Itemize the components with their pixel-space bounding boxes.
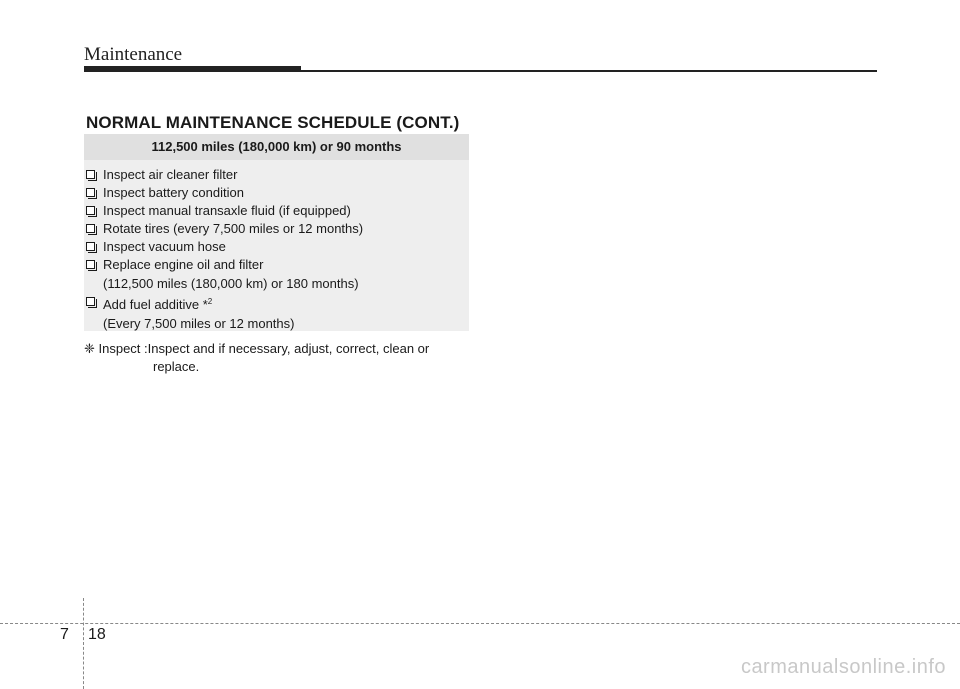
checkbox-icon: [86, 260, 95, 269]
page-number: 18: [88, 626, 106, 643]
schedule-item-text: Inspect air cleaner filter: [103, 167, 238, 182]
schedule-item: [86, 202, 469, 220]
footnote: [84, 340, 469, 376]
schedule-item-text: Inspect battery condition: [103, 185, 244, 200]
section-title: NORMAL MAINTENANCE SCHEDULE (CONT.): [86, 113, 460, 132]
schedule-item-text: Rotate tires (every 7,500 miles or 12 months): [103, 221, 364, 236]
footer-divider: [0, 623, 960, 624]
schedule-list: [84, 160, 469, 333]
schedule-item: [86, 220, 469, 238]
schedule-item: [86, 293, 469, 333]
schedule-interval-header: 112,500 miles (180,000 km) or 90 months: [84, 134, 469, 160]
schedule-item-text: Add fuel additive *: [103, 297, 208, 312]
schedule-box: [84, 134, 469, 331]
checkbox-icon: [86, 242, 95, 251]
watermark: carmanualsonline.info: [740, 656, 946, 678]
schedule-item-text: Inspect manual transaxle fluid (if equipped): [103, 203, 351, 218]
checkbox-icon: [86, 206, 95, 215]
checkbox-icon: [86, 170, 95, 179]
schedule-item: [86, 166, 469, 184]
schedule-item-note: (112,500 miles (180,000 km) or 180 months): [103, 276, 359, 291]
schedule-item: [86, 184, 469, 202]
schedule-item: [86, 256, 469, 293]
footer-vertical-divider: [83, 598, 84, 689]
checkbox-icon: [86, 188, 95, 197]
footnote-text: Inspect and if necessary, adjust, correct, clean or: [147, 341, 430, 356]
checkbox-icon: [86, 224, 95, 233]
schedule-item: [86, 238, 469, 256]
schedule-item-text: Inspect vacuum hose: [103, 239, 226, 254]
footnote-continuation: replace.: [153, 359, 200, 374]
header-rule-thick: [84, 66, 301, 72]
footnote-marker: 2: [207, 297, 213, 306]
header-title: Maintenance: [84, 44, 183, 65]
schedule-item-note: (Every 7,500 miles or 12 months): [103, 316, 295, 331]
schedule-item-text: Replace engine oil and filter: [103, 257, 264, 272]
header-rule-thin: [301, 70, 877, 72]
footnote-label: ❈ Inspect :: [84, 341, 148, 356]
checkbox-icon: [86, 297, 95, 306]
chapter-number: 7: [60, 626, 69, 643]
